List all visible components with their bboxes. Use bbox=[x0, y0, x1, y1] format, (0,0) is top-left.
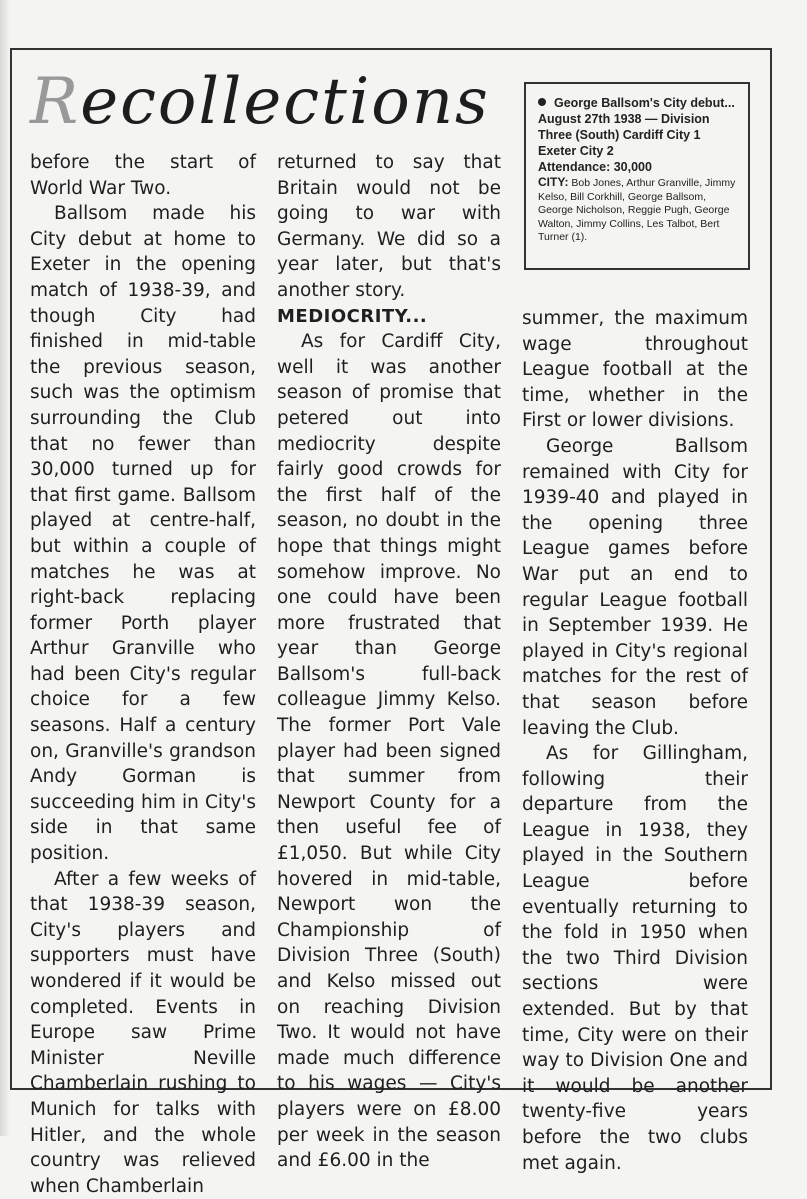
info-heading-text: George Ballsom's City debut... bbox=[554, 96, 735, 110]
info-heading bbox=[538, 95, 738, 111]
match-info-box bbox=[524, 82, 750, 270]
page-spine-shadow bbox=[0, 0, 10, 1136]
article-column-2 bbox=[277, 150, 501, 1174]
team-lineup bbox=[538, 176, 738, 245]
paragraph: summer, the maximum wage throughout League football at the time, whether in the First or lower divisions. bbox=[522, 308, 748, 432]
paragraph: After a few weeks of that 1938-39 season, City's players and supporters must have wondered if it would be completed. Events in Europe saw Prime Minister Neville Chamberlain rushing to Munich for talks with Hitler, and the whole country was relieved when Chamberlain bbox=[30, 868, 256, 1197]
paragraph: George Ballsom remained with City for 1939-40 and played in the opening three League games before War put an end to regular League football in September 1939. He played in City's regional matches for the rest of that season before leaving the Club. bbox=[522, 435, 748, 739]
paragraph: returned to say that Britain would not be going to war with Germany. We did so a year later, but that's another story. bbox=[277, 152, 501, 301]
lineup-names: Bob Jones, Arthur Granville, Jimmy Kelso, Bill Corkhill, George Ballsom, George Nicholson, Reggie Pugh, George Walton, Jimmy Collins, Les Talbot, Bert Turner (1). bbox=[538, 177, 736, 243]
lineup-label: CITY: bbox=[538, 175, 569, 189]
title-rest: ecollections bbox=[80, 65, 490, 139]
attendance: Attendance: 30,000 bbox=[538, 160, 652, 174]
paragraph: As for Gillingham, following their departure from the League in 1938, they played in the Southern League before eventually returning to the fold in 1950 when the two Third Division sections were extended. But by that time, City were on their way to Division One and it would be another twenty-five years before the two clubs met again. bbox=[522, 743, 748, 1174]
match-date: August 27th 1938 — Division Three (South) Cardiff City 1 Exeter City 2 bbox=[538, 112, 710, 158]
subheading: MEDIOCRITY... bbox=[277, 305, 428, 327]
article-column-3 bbox=[522, 306, 748, 1176]
page-title bbox=[30, 62, 490, 142]
title-initial: R bbox=[30, 65, 81, 139]
bullet-icon bbox=[538, 98, 546, 106]
paragraph: before the start of World War Two. bbox=[30, 152, 256, 199]
article-column-1 bbox=[30, 150, 256, 1199]
paragraph: As for Cardiff City, well it was another season of promise that petered out into mediocrity despite fairly good crowds for the first half of the season, no doubt in the hope that things might somehow improve. No one could have been more frustrated that year than George Ballsom's full-back colleague Jimmy Kelso. The former Port Vale player had been signed that summer from Newport County for a then useful fee of £1,050. But while City hovered in mid-table, Newport won the Championship of Division Three (South) and Kelso missed out on reaching Division Two. It would not have made much difference to his wages — City's players were on £8.00 per week in the season and £6.00 in the bbox=[277, 331, 501, 1172]
paragraph: Ballsom made his City debut at home to Exeter in the opening match of 1938-39, and though City had finished in mid-table the previous season, such was the optimism surrounding the Club that no fewer than 30,000 turned up for that first game. Ballsom played at centre-half, but within a couple of matches he was at right-back replacing former Porth player Arthur Granville who had been City's regular choice for a few seasons. Half a century on, Granville's grandson Andy Gorman is succeeding him in City's side in that same position. bbox=[30, 203, 256, 865]
